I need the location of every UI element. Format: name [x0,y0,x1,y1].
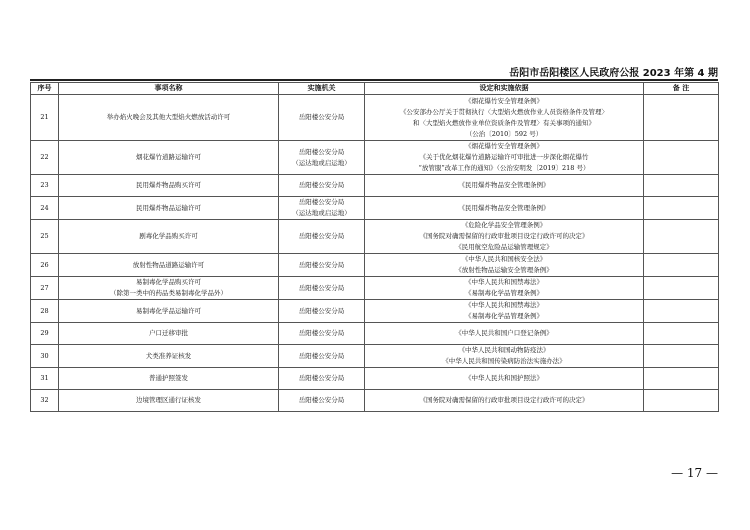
cell-basis-line: 《中华人民共和国动物防疫法》 [458,346,550,354]
cell-note [644,197,719,220]
cell-note [644,345,719,368]
cell-note [644,390,719,412]
cell-no: 26 [31,254,59,277]
cell-no: 24 [31,197,59,220]
col-header-no: 序号 [31,83,59,95]
cell-basis-line: 《中华人民共和国户口登记条例》 [455,329,553,337]
cell-basis-line: 《易制毒化学品管理条例》 [465,312,543,320]
cell-basis-line: 《中华人民共和国禁毒法》 [465,301,543,309]
cell-agency [279,254,365,277]
cell-agency [279,95,365,141]
cell-basis [365,197,644,220]
table-row [31,300,719,323]
cell-note [644,277,719,300]
cell-basis-line: 和〈大型焰火燃放作业单位资质条件及管理〉有关事项的通知》 [413,118,595,127]
cell-agency [279,323,365,345]
cell-name [59,95,279,141]
cell-basis [365,95,644,141]
cell-no: 29 [31,323,59,345]
cell-no: 28 [31,300,59,323]
table-header-row [31,83,719,95]
permit-table [30,82,719,412]
cell-agency-line: 岳阳楼公安分局 [298,351,345,360]
table-row [31,197,719,220]
cell-no: 23 [31,175,59,197]
cell-agency [279,300,365,323]
cell-name-line: 户口迁移审批 [149,329,188,337]
cell-no: 30 [31,345,59,368]
cell-note [644,254,719,277]
cell-name [59,254,279,277]
cell-name [59,141,279,175]
cell-name-line: 普通护照签发 [149,374,188,382]
table-row [31,175,719,197]
cell-note [644,323,719,345]
table-row [31,95,719,141]
cell-basis-line: 《民用航空危险品运输管理规定》 [455,243,553,251]
bulletin-header: 岳阳市岳阳楼区人民政府公报 2023 年第 4 期 [509,68,718,79]
table-row [31,277,719,300]
cell-basis-line: 《危险化学品安全管理条例》 [461,221,547,229]
cell-name [59,300,279,323]
table-row [31,220,719,254]
cell-name-line: 举办焰火晚会及其他大型焰火燃放活动许可 [106,113,231,121]
cell-agency-line: 岳阳楼公安分局 [298,329,345,337]
cell-basis-line: 《放射性物品运输安全管理条例》 [455,266,553,274]
cell-name-line: 烟花爆竹道路运输许可 [136,153,201,161]
cell-basis [365,368,644,390]
cell-note [644,175,719,197]
cell-name [59,323,279,345]
cell-name-line: 民用爆炸物品购买许可 [136,181,201,189]
cell-note [644,141,719,175]
cell-agency-line: 岳阳楼公安分局 [298,306,345,315]
cell-agency-line: 岳阳楼公安分局 [298,260,345,269]
cell-agency-line: 岳阳楼公安分局 [298,374,345,382]
cell-basis-line: 《中华人民共和国禁毒法》 [465,278,543,286]
col-header-name: 事项名称 [59,83,279,95]
cell-agency-line: 岳阳楼公安分局 [298,232,345,240]
cell-basis-line: 《国务院对确需保留的行政审批项目设定行政许可的决定》 [419,396,589,404]
cell-basis [365,220,644,254]
page-number: — 17 — [671,466,718,480]
cell-basis-line: 《中华人民共和国传染病防治法实施办法》 [442,357,566,365]
cell-no: 32 [31,390,59,412]
cell-basis-line: 《烟花爆竹安全管理条例》 [465,142,543,150]
cell-basis-line: 《民用爆炸物品安全管理条例》 [458,203,550,212]
cell-basis-line: 《公安部办公厅关于贯彻执行〈大型焰火燃放作业人员资格条件及管理〉 [400,107,608,116]
cell-basis [365,254,644,277]
cell-agency-line: 岳阳楼公安分局 [298,181,345,189]
cell-basis-line: 《易制毒化学品管理条例》 [465,289,543,297]
cell-basis [365,175,644,197]
cell-name-line: 边境管理区通行证核发 [136,396,201,404]
cell-name-line: 犬类准养证核发 [145,351,192,360]
cell-agency [279,175,365,197]
cell-note [644,95,719,141]
cell-note [644,300,719,323]
cell-name [59,277,279,300]
cell-note [644,368,719,390]
cell-name [59,220,279,254]
cell-name [59,368,279,390]
cell-no: 31 [31,368,59,390]
cell-name [59,197,279,220]
cell-no: 21 [31,95,59,141]
cell-agency-line: 岳阳楼公安分局 [298,396,345,404]
cell-agency-line: 岳阳楼公安分局 [298,113,345,121]
cell-basis [365,345,644,368]
cell-name [59,390,279,412]
cell-agency [279,277,365,300]
table-row [31,141,719,175]
cell-name-line: 放射性物品道路运输许可 [132,260,205,269]
cell-name-line: 剧毒化学品购买许可 [139,232,198,240]
cell-basis [365,300,644,323]
cell-agency [279,141,365,175]
cell-agency-line: （运达地或启运地） [292,158,351,167]
cell-basis [365,141,644,175]
cell-name-line: 易制毒化学品运输许可 [136,306,201,315]
cell-name [59,345,279,368]
cell-basis-line: 《国务院对确需保留的行政审批项目设定行政许可的决定》 [419,232,589,240]
cell-basis [365,323,644,345]
cell-name-line: 民用爆炸物品运输许可 [136,203,201,212]
cell-basis-line: 《中华人民共和国护照法》 [465,374,543,382]
col-header-note: 备 注 [644,83,719,95]
col-header-agency: 实施机关 [279,83,365,95]
cell-name-line: 易制毒化学品购买许可 [136,278,201,286]
table-row [31,368,719,390]
cell-basis-line: “放管服”改革工作的通知》（公治安明发〔2019〕218 号） [418,164,590,172]
table-row [31,390,719,412]
header-rule [30,79,718,81]
cell-basis-line: 《民用爆炸物品安全管理条例》 [458,181,550,189]
cell-note [644,220,719,254]
cell-agency-line: 岳阳楼公安分局 [298,283,345,292]
cell-agency [279,220,365,254]
cell-basis-line: （公治〔2010〕592 号） [465,129,543,138]
cell-basis-line: 《关于优化烟花爆竹道路运输许可审批进一步深化烟花爆竹 [419,153,589,161]
cell-basis-line: 《中华人民共和国核安全法》 [461,255,547,263]
cell-agency-line: 岳阳楼公安分局 [298,147,345,156]
cell-basis [365,277,644,300]
cell-agency [279,390,365,412]
cell-agency-line: （运达地或启运地） [292,209,351,217]
cell-name [59,175,279,197]
table-row [31,345,719,368]
cell-agency [279,368,365,390]
cell-basis [365,390,644,412]
table-row [31,254,719,277]
cell-no: 22 [31,141,59,175]
cell-agency-line: 岳阳楼公安分局 [298,198,345,206]
cell-basis-line: 《烟花爆竹安全管理条例》 [465,96,543,105]
cell-agency [279,345,365,368]
col-header-basis: 设定和实施依据 [365,83,644,95]
table-row [31,323,719,345]
cell-name-line: （除第一类中的药品类易制毒化学品外） [110,289,227,297]
cell-agency [279,197,365,220]
cell-no: 25 [31,220,59,254]
cell-no: 27 [31,277,59,300]
